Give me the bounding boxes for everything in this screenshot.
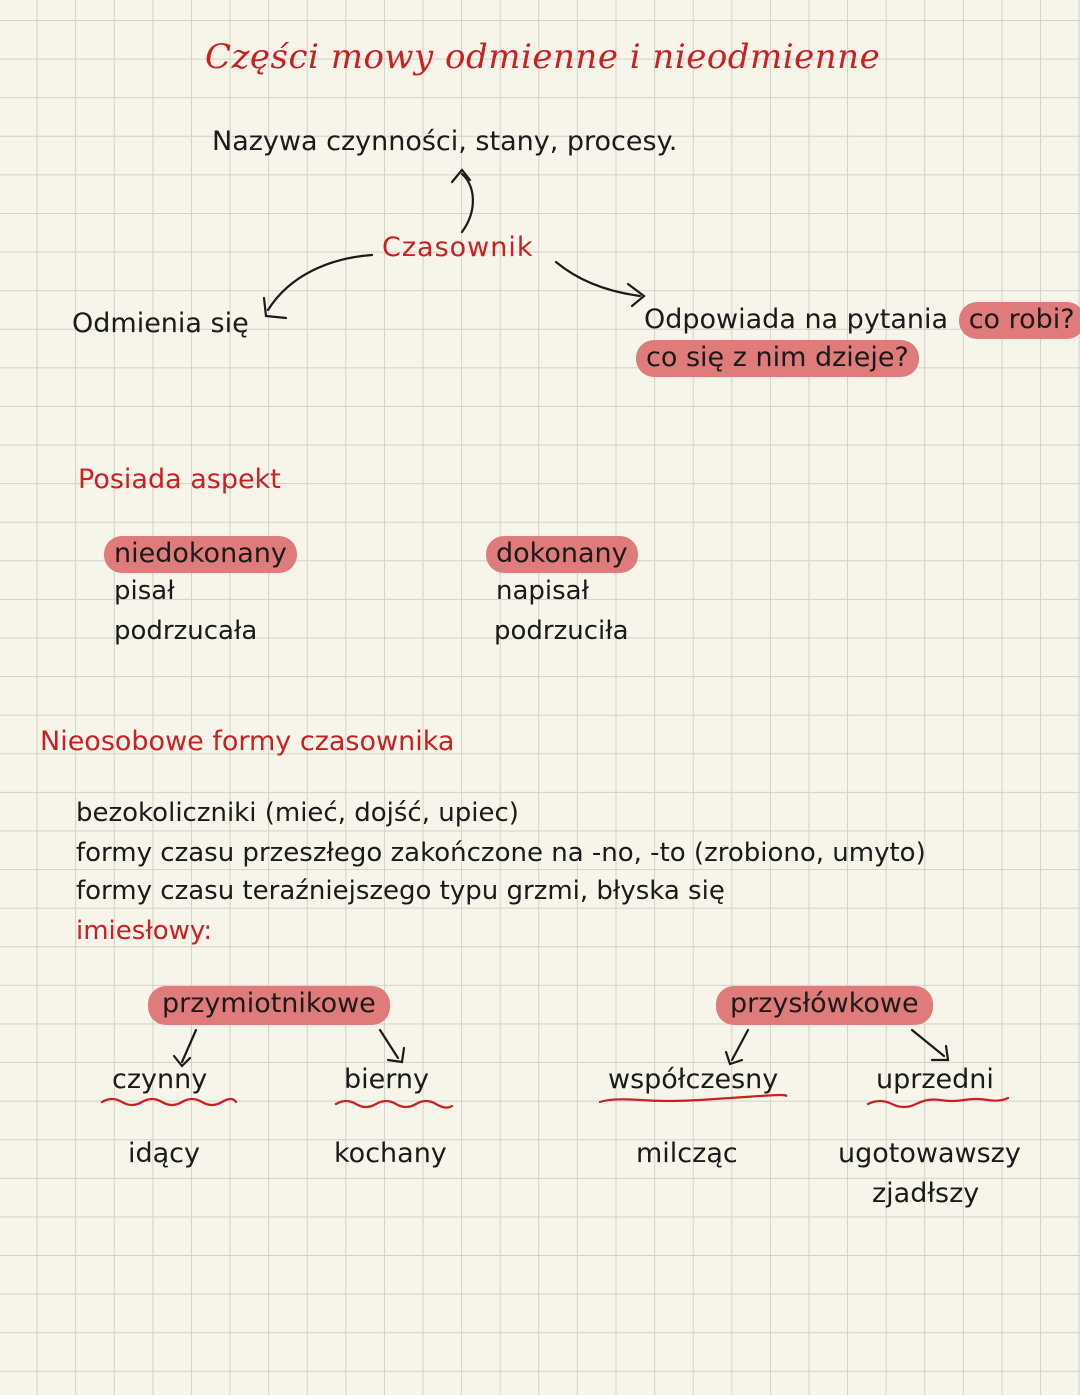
adverbial-participle-text: przysłówkowe: [716, 986, 933, 1025]
question-highlight-1: co robi?: [959, 302, 1080, 339]
arrow-bierny: [380, 1030, 398, 1058]
simultaneous-participle-example: milcząc: [636, 1138, 738, 1169]
aspect-heading: Posiada aspekt: [78, 464, 281, 495]
anterior-participle-example-1: ugotowawszy: [838, 1138, 1021, 1169]
arrow-left: [268, 255, 372, 310]
verb-inflects-label: Odmienia się: [72, 308, 249, 339]
arrow-right: [556, 262, 640, 296]
arrow-uprzedni: [912, 1030, 944, 1056]
verb-questions-line: [644, 306, 1080, 333]
active-participle-label: czynny: [112, 1064, 208, 1095]
underline-bierny: [336, 1101, 452, 1108]
underline-czynny: [102, 1099, 236, 1105]
active-participle-example: idący: [128, 1138, 201, 1169]
perfective-label-text: dokonany: [486, 536, 638, 573]
question-highlight-2: [636, 344, 919, 371]
verb-center-label: Czasownik: [382, 232, 534, 263]
page-title: Części mowy odmienne i nieodmienne: [205, 37, 881, 77]
impersonal-heading: Nieosobowe formy czasownika: [40, 726, 455, 757]
passive-participle-label: bierny: [344, 1064, 429, 1095]
participles-label: imiesłowy:: [76, 916, 213, 946]
anterior-participle-example-2: zjadłszy: [872, 1178, 980, 1209]
verb-questions-prefix: Odpowiada na pytania: [644, 304, 949, 335]
imperfective-example-1: pisał: [114, 576, 175, 606]
imperfective-label: [104, 540, 297, 567]
arrow-wspolczesny: [732, 1030, 748, 1060]
perfective-example-2: podrzuciła: [494, 616, 629, 646]
perfective-example-1: napisał: [496, 576, 590, 606]
verb-definition: Nazywa czynności, stany, procesy.: [212, 126, 678, 157]
impersonal-line-2: formy czasu przeszłego zakończone na -no, -to (zrobiono, umyto): [76, 838, 926, 868]
underline-wspolczesny: [600, 1095, 786, 1102]
passive-participle-example: kochany: [334, 1138, 447, 1169]
adverbial-participle-label: [716, 990, 933, 1017]
impersonal-line-1: bezokoliczniki (mieć, dojść, upiec): [76, 798, 519, 828]
anterior-participle-label: uprzedni: [876, 1064, 994, 1095]
arrow-up: [462, 174, 473, 232]
adjectival-participle-label: [148, 990, 390, 1017]
imperfective-example-2: podrzucała: [114, 616, 258, 646]
perfective-label: [486, 540, 638, 567]
arrow-czynny: [182, 1030, 196, 1062]
adjectival-participle-text: przymiotnikowe: [148, 986, 390, 1025]
simultaneous-participle-label: współczesny: [608, 1064, 779, 1095]
question-2-text: co się z nim dzieje?: [636, 340, 919, 377]
underline-uprzedni: [868, 1098, 1008, 1107]
impersonal-line-3: formy czasu teraźniejszego typu grzmi, błyska się: [76, 876, 725, 906]
imperfective-label-text: niedokonany: [104, 536, 297, 573]
